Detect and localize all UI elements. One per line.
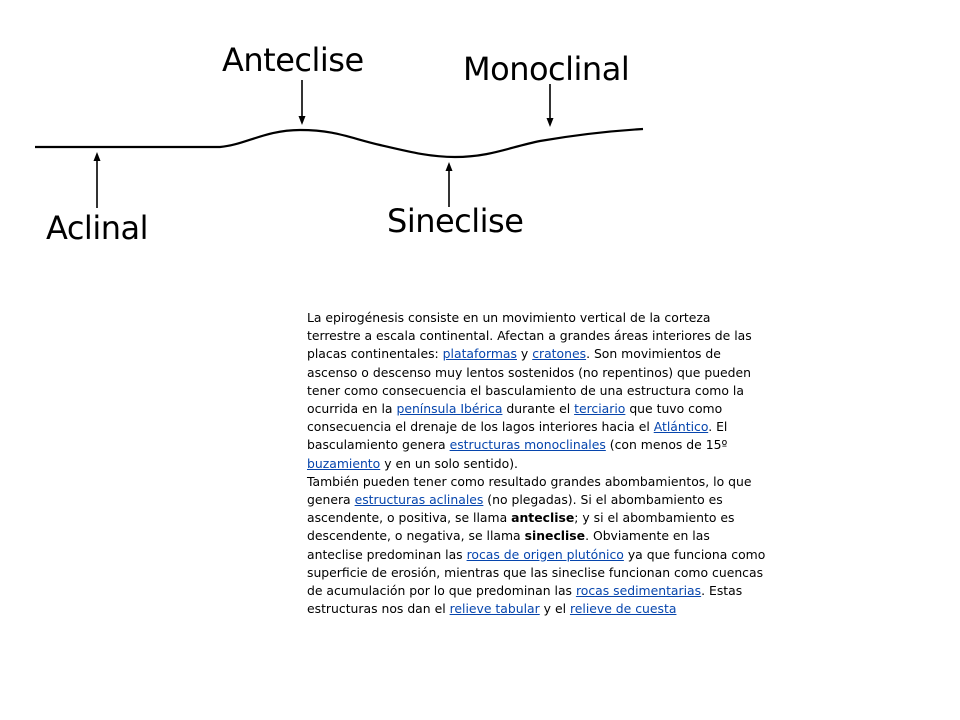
terciario-link[interactable]: terciario	[574, 401, 626, 417]
text-span: . El basculamiento genera	[307, 419, 728, 453]
estructuras-aclinales-link[interactable]: estructuras aclinales	[354, 492, 484, 508]
text-span: . Son movimientos de ascenso o descenso muy lentos sostenidos (no repentinos) que pueden tener como consecuencia el basculamiento de una estructura como la ocurrida en la	[307, 346, 752, 417]
anteclise-arrow-icon	[299, 80, 306, 125]
terrain-profile-line	[35, 129, 643, 157]
rocas-sedimentarias-link[interactable]: rocas sedimentarias	[575, 583, 702, 599]
epirogenesis-text	[307, 309, 767, 618]
cratones-link[interactable]: cratones	[532, 346, 587, 362]
relieve-de-cuesta-link[interactable]: relieve de cuesta	[569, 601, 677, 617]
aclinal-label: Aclinal	[46, 209, 148, 247]
text-span: ya que funciona como superficie de erosión, mientras que las sineclise funcionan como cuencas de acumulación por lo que predominan las	[307, 546, 766, 599]
relieve-tabular-link[interactable]: relieve tabular	[449, 601, 540, 617]
text-span: (con menos de 15º	[605, 437, 728, 453]
text-span: que tuvo como consecuencia el drenaje de los lagos interiores hacia el	[307, 401, 723, 435]
anteclise-label: Anteclise	[222, 41, 364, 79]
aclinal-arrow-icon	[94, 152, 101, 208]
text-span: durante el	[502, 401, 575, 417]
plataformas-link[interactable]: plataformas	[442, 346, 517, 362]
text-span: . Estas estructuras nos dan el	[307, 583, 743, 617]
sineclise-arrow-icon	[446, 162, 453, 207]
text-span: (no plegadas). Si el abombamiento es ascendente, o positiva, se llama	[307, 492, 723, 526]
text-span: La epirogénesis consiste en un movimiento vertical de la corteza terrestre a escala continental. Afectan a grandes áreas interiores de las placas continentales:	[307, 310, 752, 362]
text-span: y el	[539, 601, 570, 617]
sineclise-term: sineclise	[524, 528, 586, 544]
paragraph-2	[307, 473, 767, 619]
text-span: También pueden tener como resultado grandes abombamientos, lo que genera	[307, 473, 752, 508]
text-span: y	[516, 346, 533, 362]
anteclise-term: anteclise	[511, 510, 575, 526]
paragraph-1	[307, 309, 767, 473]
text-span: ; y si el abombamiento es descendente, o negativa, se llama	[307, 510, 735, 544]
text-span: y en un solo sentido).	[380, 455, 518, 471]
estructuras-monoclinales-link[interactable]: estructuras monoclinales	[449, 437, 606, 453]
sineclise-label: Sineclise	[387, 202, 524, 240]
monoclinal-label: Monoclinal	[463, 50, 630, 88]
atlantico-link[interactable]: Atlántico	[653, 419, 709, 435]
text-span: . Obviamente en las anteclise predominan las	[307, 528, 710, 562]
monoclinal-arrow-icon	[547, 84, 554, 127]
peninsula-iberica-link[interactable]: península Ibérica	[396, 401, 503, 417]
rocas-plutonico-link[interactable]: rocas de origen plutónico	[466, 546, 624, 562]
buzamiento-link[interactable]: buzamiento	[307, 455, 381, 471]
